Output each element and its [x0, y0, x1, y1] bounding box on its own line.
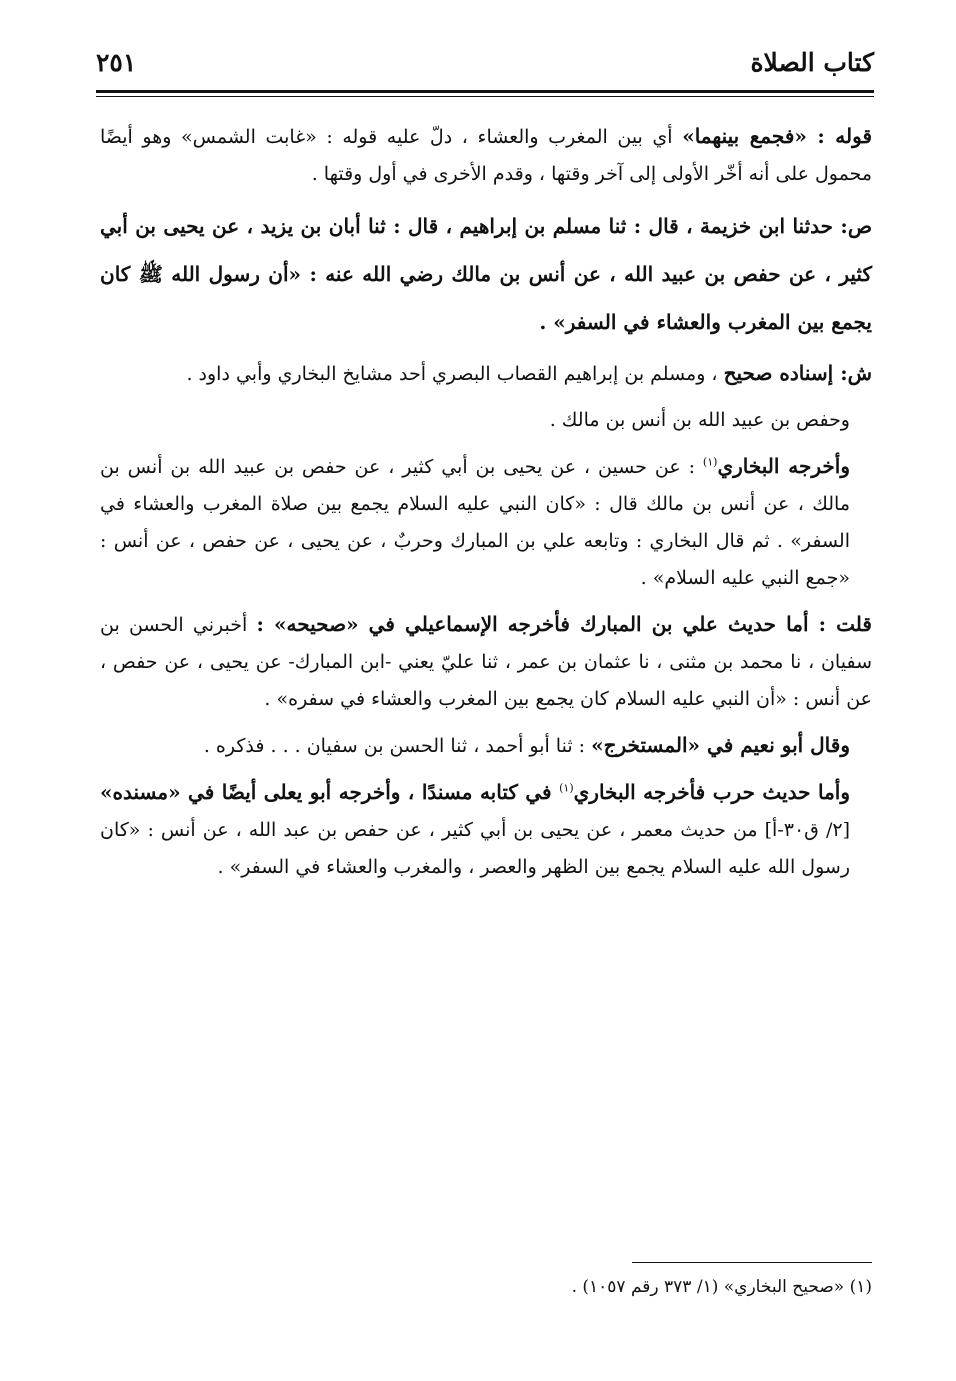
page-header	[96, 44, 874, 90]
paragraph-3-text: ، ومسلم بن إبراهيم القصاب البصري أحد مشايخ البخاري وأبي داود .	[186, 363, 724, 385]
paragraph-7-lead: وقال أبو نعيم في «المستخرج»	[591, 733, 850, 757]
main-text	[100, 118, 872, 895]
paragraph-5-text: : عن حسين ، عن يحيى بن أبي كثير ، عن حفص بن عبيد الله بن أنس بن مالك ، عن أنس بن مالك قال : «كان النبي عليه السلام يجمع بين صلاة المغرب والعشاء في السفر» . ثم قال البخاري : وتابعه علي بن المبارك وحربٌ ، عن يحيى ، عن حفص ، عن أنس : «جمع النبي عليه السلام» .	[100, 456, 850, 589]
paragraph-4: وحفص بن عبيد الله بن أنس بن مالك .	[549, 409, 850, 431]
paragraph-3	[100, 355, 872, 393]
header-rule-thick	[96, 90, 874, 93]
footnote: (١) «صحيح البخاري» (١/ ٣٧٣ رقم ١٠٥٧) .	[571, 1277, 872, 1297]
paragraph-8-lead: وأما حديث حرب فأخرجه البخاري	[573, 780, 851, 804]
paragraph-6-lead: قلت : أما حديث علي بن المبارك فأخرجه الإسماعيلي في «صحيحه» :	[256, 612, 872, 636]
paragraph-8-lead-2: في كتابه مسندًا ، وأخرجه أبو يعلى أيضًا في «مسنده»	[100, 780, 560, 804]
paragraph-8-text: [٢/ ق٣٠-أ] من حديث معمر ، عن يحيى بن أبي كثير ، عن حفص بن عبد الله ، عن أنس : «كان رسول الله عليه السلام يجمع بين الظهر والعصر ، والمغرب والعشاء في السفر» .	[100, 819, 850, 878]
paragraph-5-lead: وأخرجه البخاري	[717, 454, 850, 478]
footnote-ref-1: (١)	[702, 455, 718, 469]
paragraph-8	[100, 774, 872, 886]
running-title: كتاب الصلاة	[750, 48, 874, 77]
paragraph-6-text: أخبرني الحسن بن سفيان ، نا محمد بن مثنى ، نا عثمان بن عمر ، ثنا عليّ يعني -ابن المبارك- عن يحيى ، عن حفص ، عن أنس : «أن النبي عليه السلام كان يجمع بين المغرب والعشاء في سفره» .	[100, 614, 872, 710]
page-number: ٢٥١	[96, 48, 137, 77]
footnote-ref-2: (١)	[559, 781, 574, 795]
paragraph-6	[100, 606, 872, 718]
paragraph-1-text: أي بين المغرب والعشاء ، دلّ عليه قوله : «غابت الشمس» وهو أيضًا محمول على أنه أخّر الأولى إلى آخر وقتها ، وقدم الأخرى في أول وقتها .	[100, 126, 872, 185]
paragraph-1	[100, 118, 872, 193]
paragraph-7-text: : ثنا أبو أحمد ، ثنا الحسن بن سفيان . . . فذكره .	[203, 735, 592, 757]
paragraph-1-lead: قوله : «فجمع بينهما»	[682, 124, 873, 148]
paragraph-5	[100, 448, 872, 597]
header-rule-thin	[96, 96, 874, 97]
footnote-rule	[632, 1262, 872, 1263]
paragraph-2-hadith: ص: حدثنا ابن خزيمة ، قال : ثنا مسلم بن إبراهيم ، قال : ثنا أبان بن يزيد ، عن يحيى بن أبي كثير ، عن حفص بن عبيد الله ، عن أنس بن مالك رضي الله عنه : «أن رسول الله ﷺ كان يجمع بين المغرب والعشاء في السفر» .	[100, 214, 872, 334]
paragraph-3-lead: ش: إسناده صحيح	[723, 361, 872, 385]
paragraph-7	[100, 727, 872, 765]
